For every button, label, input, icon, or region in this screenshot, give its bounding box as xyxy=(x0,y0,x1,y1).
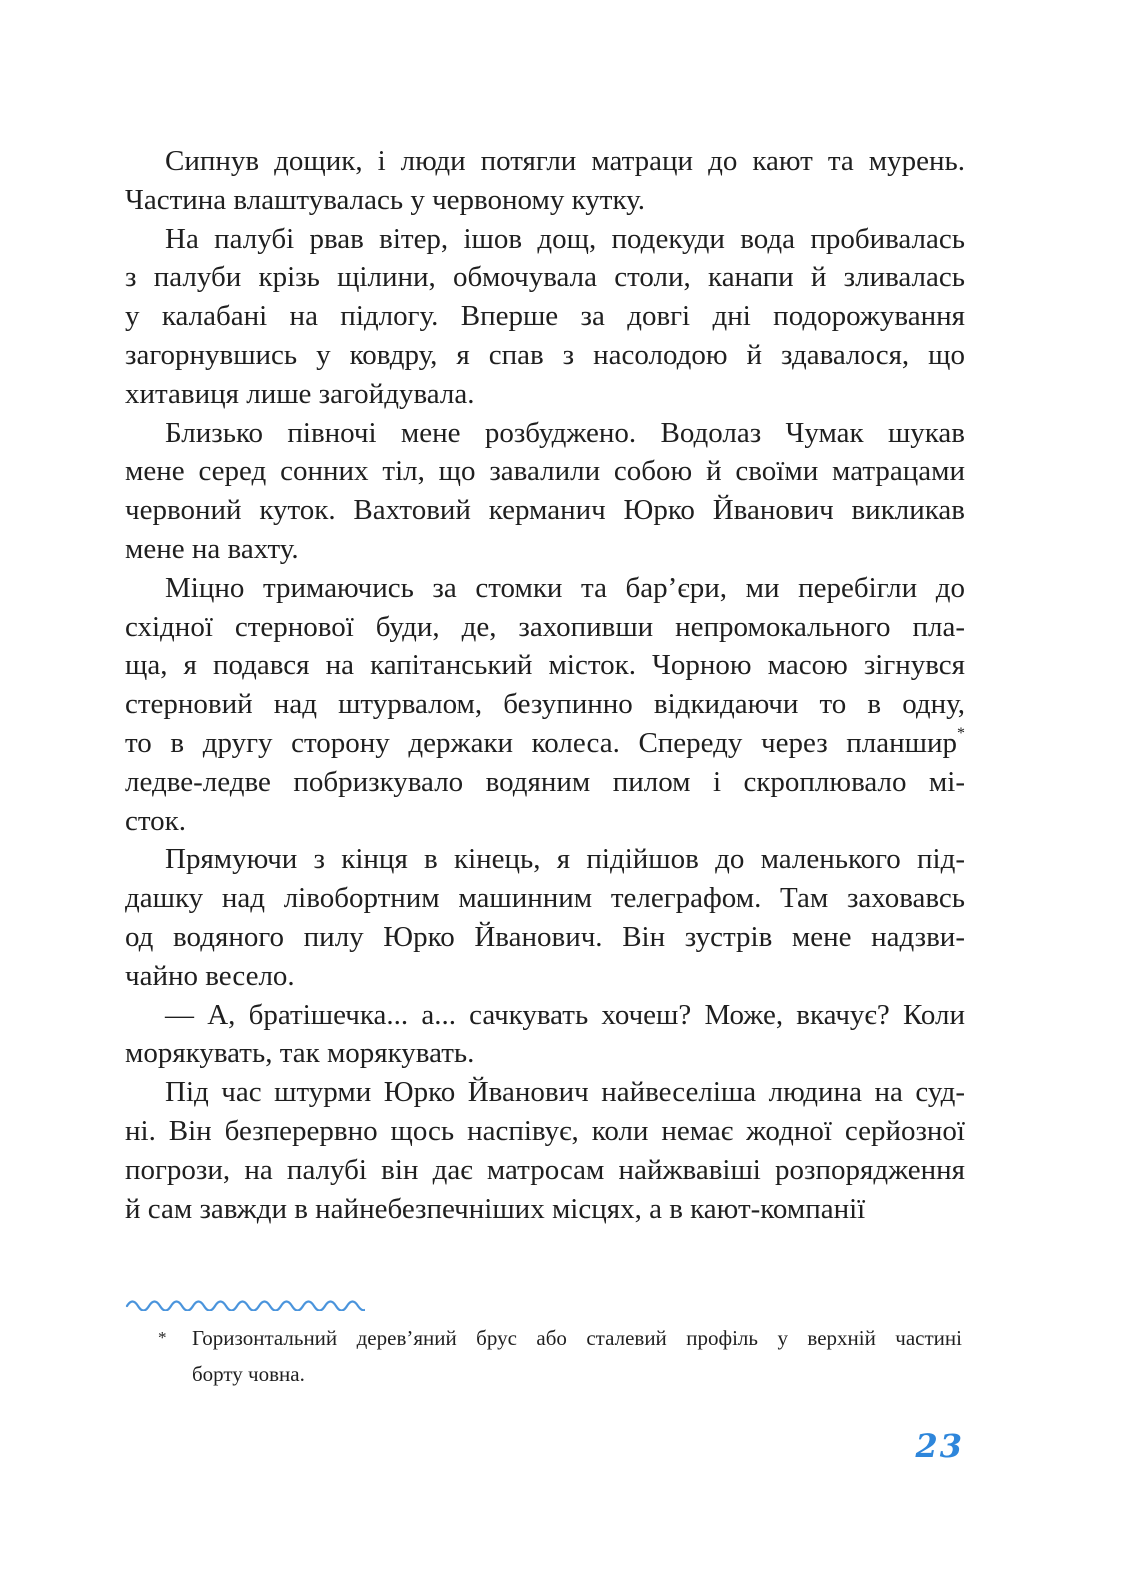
text-line: хитавиця лише загойдувала. xyxy=(125,377,475,410)
text-line: морякувать, так морякувать. xyxy=(125,1037,475,1070)
footnote-line: Горизонтальний дерев’яний брус або сталевий профіль у верхній частині xyxy=(192,1326,962,1350)
text-line: Міцно тримаючись за стомки та бар’єри, ми перебігли до xyxy=(165,571,965,604)
text-line: з палуби крізь щілини, обмочувала столи, канапи й зливалась xyxy=(125,261,965,294)
text-line: Частина влаштувалась у червоному кутку. xyxy=(125,183,645,216)
text-line: східної стернової буди, де, захопивши непромокального пла- xyxy=(125,610,965,643)
text-line: ща, я подався на капітанський місток. Чорною масою зігнувся xyxy=(125,649,965,682)
text-line: ледве-ледве побризкувало водяним пилом і скроплювало мі- xyxy=(125,765,965,798)
footnote xyxy=(150,1320,962,1392)
text-line: — А, братішечка... а... сачкувать хочеш? Може, вкачує? Коли xyxy=(165,998,965,1031)
text-line: й сам завжди в найнебезпечніших місцях, а в кают-компанії xyxy=(125,1192,866,1225)
text-line: ні. Він безперервно щось наспівує, коли немає жодної серйозної xyxy=(125,1114,965,1147)
footnote-ref-asterisk: * xyxy=(957,724,965,742)
text-line: сток. xyxy=(125,804,187,837)
footnote-text xyxy=(192,1320,962,1392)
text-line: Під час штурми Юрко Йванович найвеселіша людина на суд- xyxy=(165,1076,965,1109)
footnote-wavy-separator-icon xyxy=(125,1297,365,1311)
text-line: од водяного пилу Юрко Йванович. Він зустрів мене надзви- xyxy=(125,920,965,953)
text-line: Сипнув дощик, і люди потягли матраци до кают та мурень. xyxy=(165,145,965,177)
footnote-line: борту човна. xyxy=(192,1362,305,1386)
footnote-marker: * xyxy=(158,1328,167,1347)
page-number: 23 xyxy=(915,1427,964,1465)
text-line: у калабані на підлогу. Вперше за довгі дні подорожування xyxy=(125,300,965,333)
text-line: чайно весело. xyxy=(125,959,295,992)
text-line: то в другу сторону держаки колеса. Спереду через планшир* xyxy=(125,724,965,759)
text-line: Близько півночі мене розбуджено. Водолаз Чумак шукав xyxy=(165,416,965,449)
text-line: мене на вахту. xyxy=(125,532,299,565)
text-line: стерновий над штурвалом, безупинно відкидаючи то в одну, xyxy=(125,688,965,721)
text-line: мене серед сонних тіл, що завалили собою й своїми матрацами xyxy=(125,455,965,488)
text-line: загорнувшись у ковдру, я спав з насолодою й здавалося, що xyxy=(125,338,965,371)
text-line: червоний куток. Вахтовий керманич Юрко Йванович викликав xyxy=(125,494,965,527)
text-line: На палубі рвав вітер, ішов дощ, подекуди вода пробивалась xyxy=(165,222,965,255)
text-line: погрози, на палубі він дає матросам найжвавіші розпорядження xyxy=(125,1153,965,1186)
body-text xyxy=(125,142,965,1228)
text-line: Прямуючи з кінця в кінець, я підійшов до маленького під- xyxy=(165,843,965,876)
text-line: дашку над лівобортним машинним телеграфом. Там заховавсь xyxy=(125,882,965,915)
